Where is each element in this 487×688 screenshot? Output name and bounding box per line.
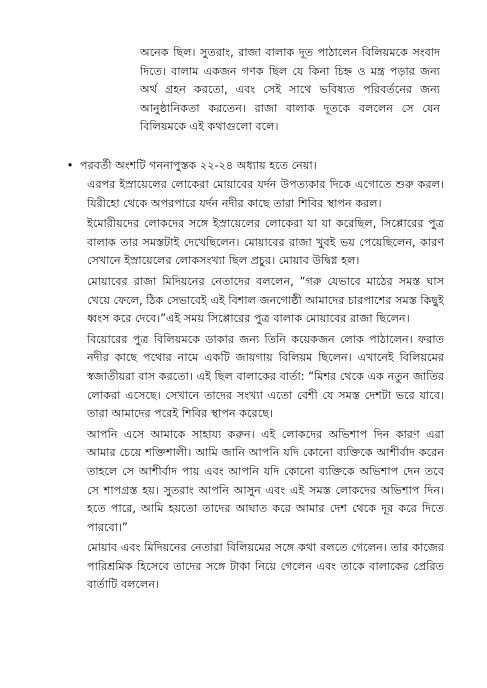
paragraph: মোয়াব এবং মিদিয়নের নেতারা বিলিয়মের সঙ্গে কথা বলতে গেলেন। তার কাজের পারিশ্রমিক হিসেবে তাদের সঙ্গে টাকা নিয়ে গেলেন এবং তাকে বালাকের প্রেরিত বার্তাটি বললেন। xyxy=(87,541,444,592)
intro-paragraph xyxy=(140,44,440,139)
main-text xyxy=(87,176,444,597)
paragraph: মোয়াবের রাজা মিদিয়নের নেতাদের বললেন, “গরু যেভাবে মাঠের সমস্ত ঘাস খেয়ে ফেলে, ঠিক সেভাবেই এই বিশাল জনগোষ্ঠী আমাদের চারপাশের সমস্ত কিছুই ধ্বংস করে দেবে।”এই সময় সিপ্পোরের পুত্র বালাক মোয়াবের রাজা ছিলেন। xyxy=(87,274,444,326)
paragraph: এরপর ইস্রায়েলের লোকেরা মোয়াবের যর্দন উপত্যকার দিকে এগোতে শুরু করল। যিরীহো থেকে অপরপারে যর্দন নদীর কাছে তারা শিবির স্থাপন করল। xyxy=(87,178,444,210)
paragraph: ইমোরীয়দের লোকদের সঙ্গে ইস্রায়েলের লোকেরা যা যা করেছিল, সিপ্পোরের পুত্র বালাক তার সমস্তটাই দেখেছিলেন। মোয়াবের রাজা খুবই ভয় পেয়েছিলেন, কারণ সেখানে ইস্রায়েলের লোকসংখ্যা ছিল প্রচুর। মোয়াব উদ্বিগ্ন হল। xyxy=(87,217,444,268)
paragraph: বিয়োরের পুত্র বিলিয়মকে ডাকার জন্য তিনি কয়েকজন লোক পাঠালেন। ফরাত নদীর কাছে পথোর নামে একটি জায়গায় বিলিয়ম ছিলেন। এখানেই বিলিয়মের স্বজাতীয়রা বাস করতো। এই ছিল বালাকের বার্তা: “মিশর থেকে এক নতুন জাতির লোকরা এসেছে। সেখানে তাদের সংখ্যা এতো বেশী যে সমস্ত দেশটা ভরে যাবে। তারা আমাদের পরেই শিবির স্থাপন করেছে। xyxy=(87,332,444,421)
intro-text: অনেক ছিল। সুতরাং, রাজা বালাক দূত পাঠালেন বিলিয়মকে সংবাদ দিতে। বালাম একজন গণক ছিল যে কিনা চিহ্ন ও মন্ত্র পড়ার জন্য অর্থ গ্রহন করতো, এবং সেই সাথে ভবিষ্যত পরিবর্তনের জন্য আনুষ্ঠানিকতা করতেন। রাজা বালাক দূতকে বললেন সে যেন বিলিয়মকে এই কথাগুলো বলে। xyxy=(140,46,440,134)
paragraph: আপনি এসে আমাকে সাহায্য করুন। এই লোকদের অভিশাপ দিন কারণ এরা আমার চেয়ে শক্তিশালী। আমি জানি আপনি যদি কোনো ব্যক্তিকে আশীর্বাদ করেন তাহলে সে আশীর্বাদ পায় এবং আপনি যদি কোনো ব্যক্তিকে অভিশাপ দেন তবে সে শাপগ্রস্ত হয়। সুতরাং আপনি আসুন এবং এই সমস্ত লোকদের অভিশাপ দিন। হতে পারে, আমি হয়তো তাদের আঘাত করে আমার দেশ থেকে দূর করে দিতে পারবো।” xyxy=(87,427,444,534)
source-note xyxy=(66,157,446,176)
bullet-icon: • xyxy=(66,159,74,172)
source-note-text: পরবর্তী অংশটি গননাপুস্তক ২২-২৪ অধ্যায় হতে নেয়া। xyxy=(80,159,317,172)
